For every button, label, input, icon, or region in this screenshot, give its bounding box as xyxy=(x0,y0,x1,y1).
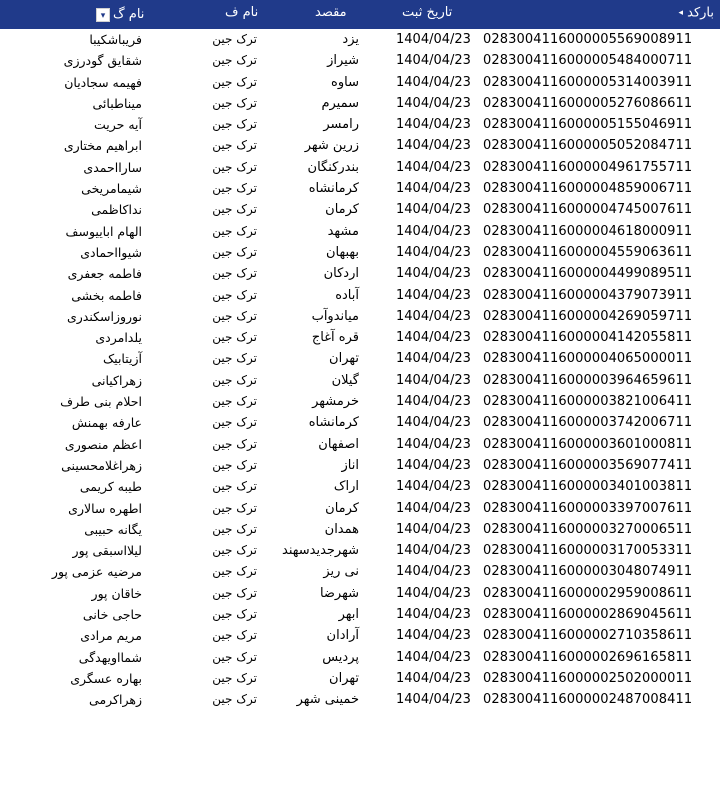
cell-name[interactable]: آیه حریت xyxy=(93,117,142,133)
cell-destination[interactable]: پردیس xyxy=(322,649,359,665)
table-row[interactable] xyxy=(0,519,720,540)
cell-name[interactable]: مرضیه عزمی پور xyxy=(51,564,142,580)
cell-name[interactable]: ابراهیم مختاری xyxy=(63,138,142,154)
cell-name[interactable]: شیوااحمادی xyxy=(80,244,142,260)
column-header-barcode-label: بارکد xyxy=(687,5,714,21)
cell-destination[interactable]: قره آغاج xyxy=(311,330,359,346)
cell-date[interactable]: 1404/04/23 xyxy=(396,585,471,601)
cell-date[interactable]: 1404/04/23 xyxy=(396,670,471,686)
cell-name[interactable]: زهراکرمی xyxy=(89,692,142,708)
cell-barcode[interactable]: 0283004116000004499089511 xyxy=(483,266,693,282)
cell-name[interactable]: شیمامریخی xyxy=(81,181,142,197)
cell-barcode[interactable]: 0283004116000005155046911 xyxy=(483,117,693,133)
cell-company[interactable]: ترک جین xyxy=(212,117,257,132)
table-row[interactable] xyxy=(0,72,720,93)
cell-name[interactable]: فریباشکیبا xyxy=(89,32,142,47)
cell-date[interactable]: 1404/04/23 xyxy=(396,479,471,495)
cell-date[interactable]: 1404/04/23 xyxy=(396,181,471,197)
cell-date[interactable]: 1404/04/23 xyxy=(396,692,471,708)
cell-barcode[interactable]: 0283004116000003397007611 xyxy=(483,500,693,516)
cell-name[interactable]: شمااویهدگی xyxy=(78,649,142,665)
cell-company[interactable]: ترک جین xyxy=(212,564,257,579)
cell-company[interactable]: ترک جین xyxy=(212,202,257,217)
cell-company[interactable]: ترک جین xyxy=(212,53,257,68)
table-row[interactable] xyxy=(0,625,720,646)
cell-destination[interactable]: تهران xyxy=(329,351,359,367)
cell-company[interactable]: ترک جین xyxy=(212,372,257,387)
cell-destination[interactable]: میاندوآب xyxy=(311,308,359,324)
cell-date[interactable]: 1404/04/23 xyxy=(396,95,471,111)
cell-date[interactable]: 1404/04/23 xyxy=(396,394,471,410)
cell-date[interactable]: 1404/04/23 xyxy=(396,266,471,282)
cell-name[interactable]: اطهره سالاری xyxy=(68,500,142,516)
cell-date[interactable]: 1404/04/23 xyxy=(396,244,471,260)
cell-company[interactable]: ترک جین xyxy=(212,223,257,238)
cell-barcode[interactable]: 0283004116000002487008411 xyxy=(483,692,693,708)
cell-company[interactable]: ترک جین xyxy=(212,628,257,643)
cell-name[interactable]: یگانه حبیبی xyxy=(84,521,142,537)
cell-company[interactable]: ترک جین xyxy=(212,74,257,89)
sort-arrow-icon: ◂ xyxy=(678,8,683,18)
cell-barcode[interactable]: 0283004116000003270006511 xyxy=(483,521,693,537)
cell-barcode[interactable]: 0283004116000005276086611 xyxy=(483,95,693,111)
table-row[interactable] xyxy=(0,370,720,391)
cell-date[interactable]: 1404/04/23 xyxy=(396,117,471,133)
table-row[interactable] xyxy=(0,327,720,348)
cell-destination[interactable]: گیلان xyxy=(331,372,359,388)
cell-company[interactable]: ترک جین xyxy=(212,479,257,494)
cell-barcode[interactable]: 0283004116000004961755711 xyxy=(483,159,693,175)
cell-destination[interactable]: کرمانشاه xyxy=(308,415,359,431)
cell-name[interactable]: نداکاظمی xyxy=(91,202,142,218)
cell-date[interactable]: 1404/04/23 xyxy=(396,543,471,559)
cell-destination[interactable]: یزد xyxy=(342,32,359,47)
cell-destination[interactable]: اناز xyxy=(341,457,359,473)
cell-name[interactable]: آزیتابیک xyxy=(102,351,142,367)
cell-barcode[interactable]: 0283004116000002696165811 xyxy=(483,649,693,665)
cell-destination[interactable]: شهرجدیدسهند xyxy=(282,543,359,559)
cell-barcode[interactable]: 0283004116000004379073911 xyxy=(483,287,693,303)
table-row[interactable] xyxy=(0,455,720,476)
cell-date[interactable]: 1404/04/23 xyxy=(396,74,471,90)
cell-destination[interactable]: اردکان xyxy=(323,266,359,282)
table-row[interactable] xyxy=(0,391,720,412)
cell-company[interactable]: ترک جین xyxy=(212,244,257,259)
cell-name[interactable]: فاطمه بخشی xyxy=(71,287,142,303)
table-row[interactable] xyxy=(0,583,720,604)
filter-dropdown-icon[interactable]: ▾ xyxy=(96,8,110,22)
cell-name[interactable]: نوروزاسکندری xyxy=(66,308,142,324)
cell-company[interactable]: ترک جین xyxy=(212,351,257,366)
cell-destination[interactable]: اراک xyxy=(333,479,359,495)
table-row[interactable] xyxy=(0,306,720,327)
cell-company[interactable]: ترک جین xyxy=(212,457,257,472)
table-row[interactable] xyxy=(0,221,720,242)
column-header-destination[interactable]: مقصد xyxy=(315,5,347,20)
cell-date[interactable]: 1404/04/23 xyxy=(396,457,471,473)
cell-barcode[interactable]: 0283004116000003048074911 xyxy=(483,564,693,580)
cell-name[interactable]: لیلااسبقی پور xyxy=(72,543,142,559)
cell-date[interactable]: 1404/04/23 xyxy=(396,202,471,218)
table-row[interactable] xyxy=(0,476,720,497)
table-row[interactable] xyxy=(0,114,720,135)
cell-barcode[interactable]: 0283004116000004618000911 xyxy=(483,223,693,239)
cell-date[interactable]: 1404/04/23 xyxy=(396,415,471,431)
cell-company[interactable]: ترک جین xyxy=(212,287,257,302)
cell-name[interactable]: طیبه کریمی xyxy=(79,479,142,495)
table-row[interactable] xyxy=(0,498,720,519)
cell-barcode[interactable]: 0283004116000002869045611 xyxy=(483,607,693,623)
cell-barcode[interactable]: 0283004116000004859006711 xyxy=(483,181,693,197)
cell-name[interactable]: فاطمه جعفری xyxy=(67,266,142,282)
header-row xyxy=(0,0,720,29)
table-row[interactable] xyxy=(0,29,720,50)
cell-barcode[interactable]: 0283004116000003401003811 xyxy=(483,479,693,495)
cell-date[interactable]: 1404/04/23 xyxy=(396,607,471,623)
table-row[interactable] xyxy=(0,242,720,263)
cell-date[interactable]: 1404/04/23 xyxy=(396,521,471,537)
cell-barcode[interactable]: 0283004116000003964659611 xyxy=(483,372,693,388)
cell-name[interactable]: میناطبائی xyxy=(92,95,142,111)
cell-company[interactable]: ترک جین xyxy=(212,330,257,345)
cell-date[interactable]: 1404/04/23 xyxy=(396,159,471,175)
table-row[interactable] xyxy=(0,604,720,625)
table-row[interactable] xyxy=(0,668,720,689)
cell-barcode[interactable]: 0283004116000003601000811 xyxy=(483,436,693,452)
cell-company[interactable]: ترک جین xyxy=(212,394,257,409)
cell-company[interactable]: ترک جین xyxy=(212,181,257,196)
cell-date[interactable]: 1404/04/23 xyxy=(396,53,471,69)
column-header-name[interactable] xyxy=(96,0,144,29)
table-row[interactable] xyxy=(0,647,720,668)
cell-barcode[interactable]: 0283004116000004142055811 xyxy=(483,330,693,346)
cell-destination[interactable]: ساوه xyxy=(331,74,359,90)
cell-date[interactable]: 1404/04/23 xyxy=(396,628,471,644)
cell-destination[interactable]: رامسر xyxy=(323,117,359,133)
cell-company[interactable]: ترک جین xyxy=(212,670,257,685)
cell-destination[interactable]: همدان xyxy=(324,521,359,537)
cell-name[interactable]: اعظم منصوری xyxy=(64,436,142,452)
cell-barcode[interactable]: 0283004116000004269059711 xyxy=(483,308,693,324)
cell-name[interactable]: یلدامردی xyxy=(95,330,142,346)
cell-destination[interactable]: کرمانشاه xyxy=(308,181,359,197)
cell-destination[interactable]: مشهد xyxy=(327,223,359,239)
cell-date[interactable]: 1404/04/23 xyxy=(396,372,471,388)
cell-name[interactable]: عارفه بهمنش xyxy=(71,415,142,431)
cell-barcode[interactable]: 0283004116000005569008911 xyxy=(483,32,693,47)
cell-company[interactable]: ترک جین xyxy=(212,266,257,281)
cell-date[interactable]: 1404/04/23 xyxy=(396,308,471,324)
cell-barcode[interactable]: 0283004116000002710358611 xyxy=(483,628,693,644)
table-row[interactable] xyxy=(0,285,720,306)
table-row[interactable] xyxy=(0,199,720,220)
cell-company[interactable]: ترک جین xyxy=(212,692,257,707)
cell-barcode[interactable]: 0283004116000004559063611 xyxy=(483,244,693,260)
table-row[interactable] xyxy=(0,135,720,156)
cell-destination[interactable]: خمینی شهر xyxy=(296,692,359,708)
cell-date[interactable]: 1404/04/23 xyxy=(396,223,471,239)
column-header-barcode[interactable] xyxy=(678,0,714,29)
cell-company[interactable]: ترک جین xyxy=(212,607,257,622)
cell-destination[interactable]: تهران xyxy=(329,670,359,686)
cell-company[interactable]: ترک جین xyxy=(212,138,257,153)
cell-name[interactable]: حاجی خانی xyxy=(82,607,142,623)
cell-barcode[interactable]: 0283004116000003170053311 xyxy=(483,543,693,559)
table-row[interactable] xyxy=(0,178,720,199)
cell-barcode[interactable]: 0283004116000004745007611 xyxy=(483,202,693,218)
cell-date[interactable]: 1404/04/23 xyxy=(396,500,471,516)
cell-company[interactable]: ترک جین xyxy=(212,415,257,430)
cell-name[interactable]: احلام بنی طرف xyxy=(60,394,142,410)
cell-name[interactable]: خاقان پور xyxy=(91,585,142,601)
cell-company[interactable]: ترک جین xyxy=(212,32,257,46)
cell-barcode[interactable]: 0283004116000003821006411 xyxy=(483,394,693,410)
cell-company[interactable]: ترک جین xyxy=(212,308,257,323)
cell-date[interactable]: 1404/04/23 xyxy=(396,138,471,154)
table-row[interactable] xyxy=(0,689,720,710)
cell-name[interactable]: سارااحمدی xyxy=(83,159,142,175)
table-row[interactable] xyxy=(0,348,720,369)
table-body xyxy=(0,29,720,711)
cell-company[interactable]: ترک جین xyxy=(212,95,257,110)
cell-company[interactable]: ترک جین xyxy=(212,585,257,600)
table-row[interactable] xyxy=(0,93,720,114)
cell-destination[interactable]: کرمان xyxy=(325,500,359,516)
cell-destination[interactable]: بهبهان xyxy=(325,244,359,260)
cell-barcode[interactable]: 0283004116000004065000011 xyxy=(483,351,693,367)
cell-name[interactable]: شقایق گودرزی xyxy=(63,53,142,69)
table-row[interactable] xyxy=(0,263,720,284)
cell-company[interactable]: ترک جین xyxy=(212,436,257,451)
cell-name[interactable]: مریم مرادی xyxy=(80,628,142,644)
cell-name[interactable]: فهیمه سجادیان xyxy=(64,74,142,90)
table-row[interactable] xyxy=(0,412,720,433)
cell-barcode[interactable]: 0283004116000005484000711 xyxy=(483,53,693,69)
cell-date[interactable]: 1404/04/23 xyxy=(396,436,471,452)
cell-barcode[interactable]: 0283004116000002959008611 xyxy=(483,585,693,601)
cell-barcode[interactable]: 0283004116000005052084711 xyxy=(483,138,693,154)
table-row[interactable] xyxy=(0,540,720,561)
cell-destination[interactable]: کرمان xyxy=(325,202,359,218)
cell-destination[interactable]: آرادان xyxy=(326,628,359,644)
cell-date[interactable]: 1404/04/23 xyxy=(396,649,471,665)
cell-destination[interactable]: آباده xyxy=(335,287,359,303)
cell-barcode[interactable]: 0283004116000002502000011 xyxy=(483,670,693,686)
cell-barcode[interactable]: 0283004116000003569077411 xyxy=(483,457,693,473)
cell-destination[interactable]: زرین شهر xyxy=(304,138,359,154)
cell-company[interactable]: ترک جین xyxy=(212,543,257,558)
cell-destination[interactable]: بندرکنگان xyxy=(307,159,359,175)
cell-destination[interactable]: خرمشهر xyxy=(312,394,359,410)
table-row[interactable] xyxy=(0,561,720,582)
cell-company[interactable]: ترک جین xyxy=(212,159,257,174)
cell-destination[interactable]: سمیرم xyxy=(321,95,359,111)
cell-date[interactable]: 1404/04/23 xyxy=(396,330,471,346)
cell-destination[interactable]: اصفهان xyxy=(318,436,359,452)
cell-name[interactable]: زهراغلامحسینی xyxy=(61,457,142,473)
table-row[interactable] xyxy=(0,434,720,455)
cell-date[interactable]: 1404/04/23 xyxy=(396,32,471,47)
table-row[interactable] xyxy=(0,50,720,71)
cell-date[interactable]: 1404/04/23 xyxy=(396,351,471,367)
table-row[interactable] xyxy=(0,157,720,178)
cell-name[interactable]: زهراکیانی xyxy=(91,372,142,388)
cell-destination[interactable]: شیراز xyxy=(327,53,359,69)
column-header-name-label: نام گ xyxy=(113,6,145,22)
cell-destination[interactable]: شهرضا xyxy=(319,585,359,601)
cell-destination[interactable]: ابهر xyxy=(338,607,359,623)
cell-date[interactable]: 1404/04/23 xyxy=(396,287,471,303)
column-header-company[interactable]: نام ف xyxy=(225,5,259,20)
cell-date[interactable]: 1404/04/23 xyxy=(396,564,471,580)
column-header-date[interactable]: تاریخ ثبت xyxy=(402,5,453,20)
cell-name[interactable]: الهام اباییوسف xyxy=(65,223,142,239)
cell-barcode[interactable]: 0283004116000005314003911 xyxy=(483,74,693,90)
cell-company[interactable]: ترک جین xyxy=(212,649,257,664)
cell-company[interactable]: ترک جین xyxy=(212,500,257,515)
cell-name[interactable]: بهاره عسگری xyxy=(70,670,142,686)
cell-company[interactable]: ترک جین xyxy=(212,521,257,536)
cell-destination[interactable]: نی ریز xyxy=(323,564,359,580)
cell-barcode[interactable]: 0283004116000003742006711 xyxy=(483,415,693,431)
